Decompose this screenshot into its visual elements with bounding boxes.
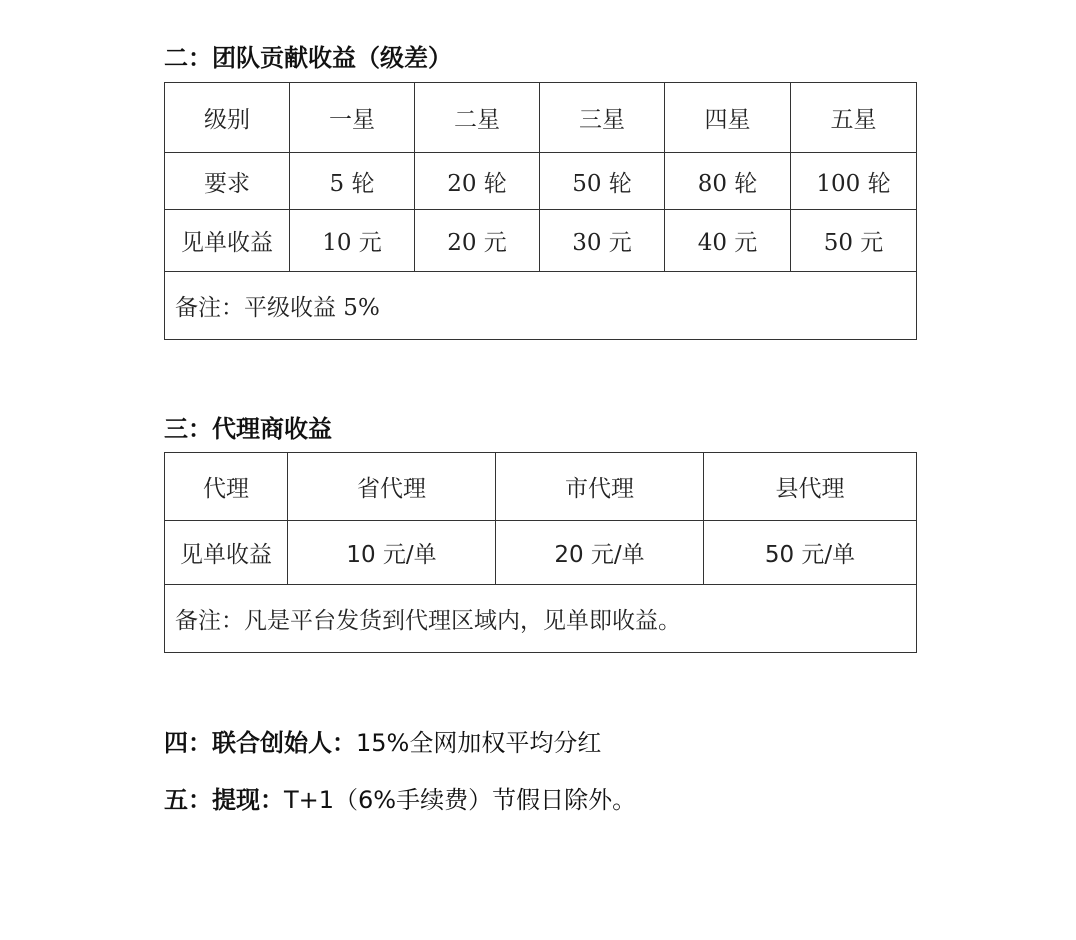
table-note: 备注：平级收益 5% xyxy=(165,272,917,340)
table-cell: 50 元 xyxy=(791,210,917,272)
table-cell: 50 元/单 xyxy=(704,521,917,585)
section-2-title: 二：团队贡献收益（级差） xyxy=(164,43,452,72)
section-5-text: T+1（6%手续费）节假日除外。 xyxy=(284,786,637,814)
table-cell: 30 元 xyxy=(540,210,665,272)
table-cell: 10 元/单 xyxy=(288,521,496,585)
table-row xyxy=(165,521,917,585)
table-cell: 5 轮 xyxy=(290,153,415,210)
header-cell-county-agent: 县代理 xyxy=(704,453,917,521)
agent-income-table xyxy=(164,452,917,653)
section-4-label: 四：联合创始人： xyxy=(164,728,356,757)
table-row xyxy=(165,210,917,272)
section-5-line xyxy=(164,780,636,815)
header-cell-two-star: 二星 xyxy=(415,83,540,153)
header-cell-level: 级别 xyxy=(165,83,290,153)
table-row xyxy=(165,585,917,653)
table-cell: 10 元 xyxy=(290,210,415,272)
table-cell: 20 轮 xyxy=(415,153,540,210)
table-cell: 20 元 xyxy=(415,210,540,272)
row-label-requirement: 要求 xyxy=(165,153,290,210)
header-cell-five-star: 五星 xyxy=(791,83,917,153)
table-cell: 100 轮 xyxy=(791,153,917,210)
table-cell: 20 元/单 xyxy=(496,521,704,585)
section-4-text: 15%全网加权平均分红 xyxy=(356,729,602,757)
header-cell-three-star: 三星 xyxy=(540,83,665,153)
team-contribution-table xyxy=(164,82,917,340)
section-3-title: 三：代理商收益 xyxy=(164,414,332,443)
table-row xyxy=(165,453,917,521)
section-4-line xyxy=(164,723,601,758)
header-cell-agent: 代理 xyxy=(165,453,288,521)
table-row xyxy=(165,272,917,340)
table-cell: 80 轮 xyxy=(665,153,791,210)
header-cell-province-agent: 省代理 xyxy=(288,453,496,521)
table-cell: 40 元 xyxy=(665,210,791,272)
row-label-income: 见单收益 xyxy=(165,210,290,272)
section-5-label: 五：提现： xyxy=(164,785,284,814)
table-row xyxy=(165,153,917,210)
header-cell-one-star: 一星 xyxy=(290,83,415,153)
row-label-income: 见单收益 xyxy=(165,521,288,585)
header-cell-four-star: 四星 xyxy=(665,83,791,153)
table-note: 备注：凡是平台发货到代理区域内，见单即收益。 xyxy=(165,585,917,653)
table-row xyxy=(165,83,917,153)
table-cell: 50 轮 xyxy=(540,153,665,210)
header-cell-city-agent: 市代理 xyxy=(496,453,704,521)
